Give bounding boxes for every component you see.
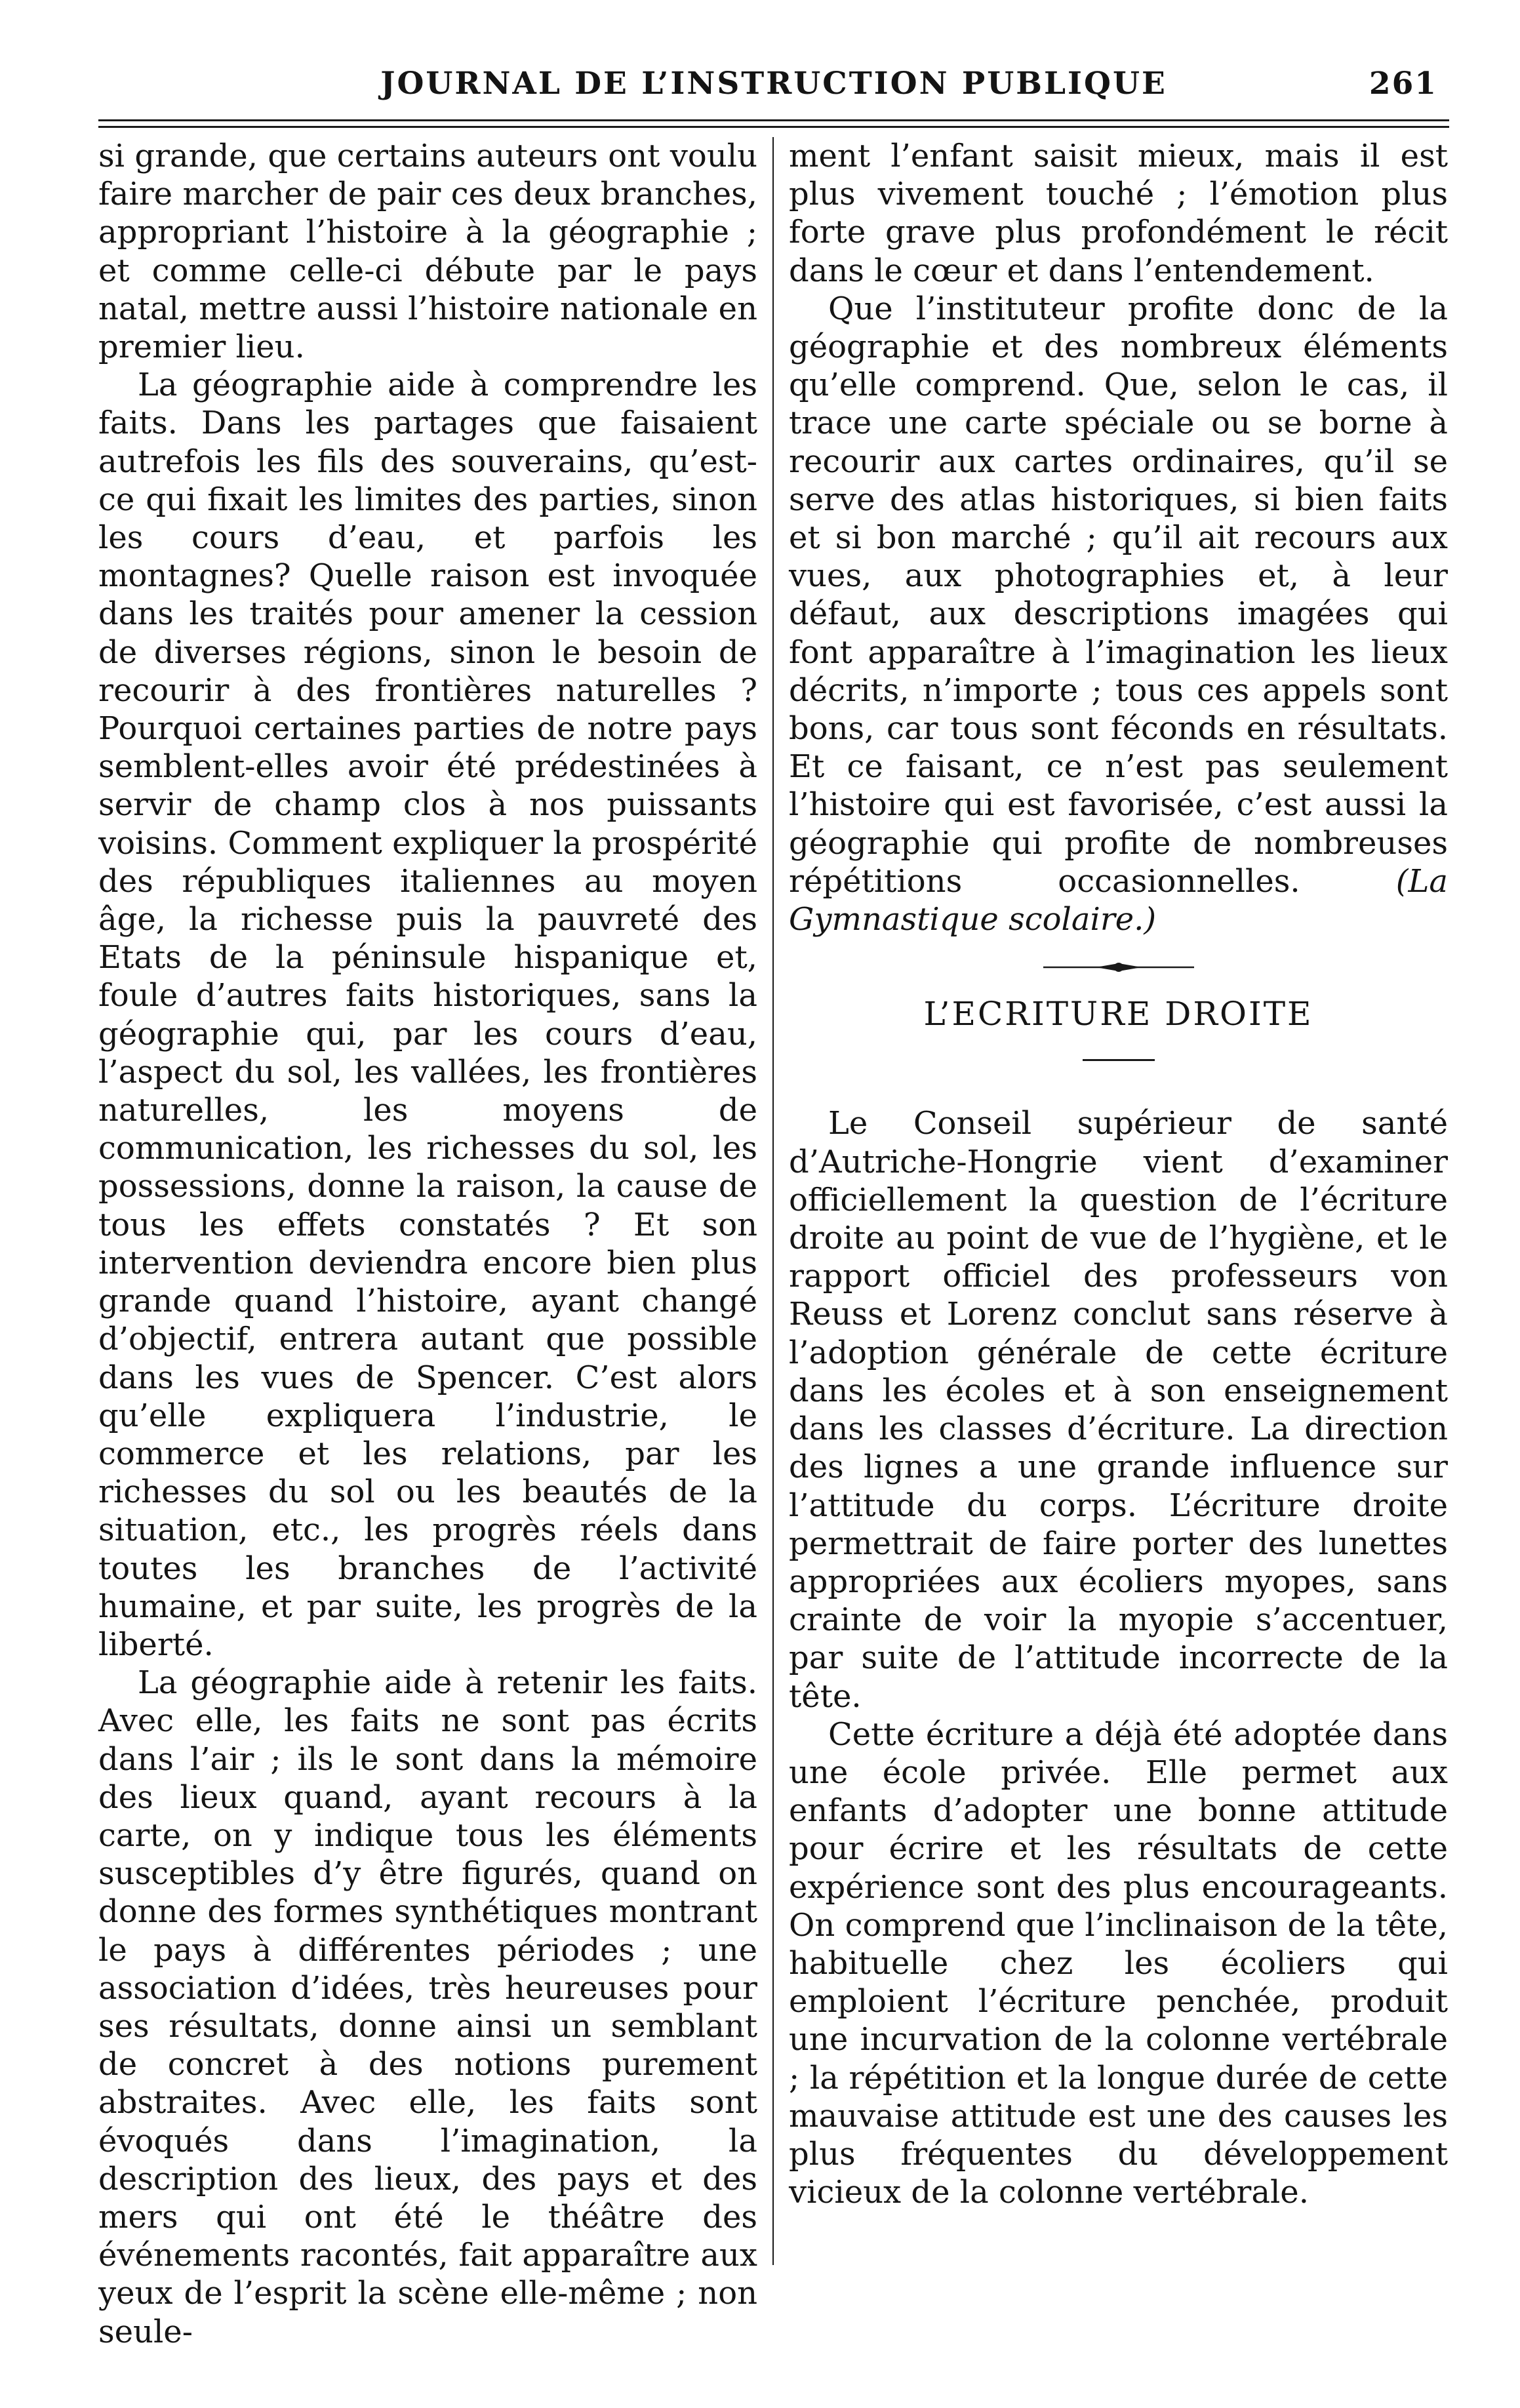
right-column	[789, 137, 1448, 2211]
running-header	[98, 59, 1449, 119]
section-title: L’ECRITURE DROITE	[923, 995, 1313, 1033]
journal-title: JOURNAL DE L’INSTRUCTION PUBLIQUE	[380, 66, 1167, 102]
left-column	[98, 137, 757, 2351]
left-paragraph-2: La géographie aide à comprendre les faits. Dans les partages que faisaient autrefois les fils des souverains, qu’est-ce qui fixait les limites des parties, sinon les cours d’eau, et parfois les montagnes? Quelle raison est invoquée dans les traités pour amener la cession de diverses régions, sinon le besoin de recourir à des frontières naturelles ? Pourquoi certaines parties de notre pays semblent-elles avoir été prédestinées à servir de champ clos à nos puissants voisins. Comment expliquer la prospérité des républiques italiennes au moyen âge, la richesse puis la pauvreté des Etats de la péninsule hispanique et, foule d’autres faits historiques, sans la géographie qui, par les cours d’eau, l’aspect du sol, les vallées, les frontières naturelles, les moyens de communication, les richesses du sol, les possessions, donne la raison, la cause de tous les effets constatés ? Et son intervention deviendra encore bien plus grande quand l’histoire, ayant changé d’objectif, entrera autant que possible dans les vues de Spencer. C’est alors qu’elle expliquera l’industrie, le commerce et les relations, par les richesses du sol ou les beautés de la situation, etc., les progrès réels dans toutes les branches de l’activité humaine, et par suite, les progrès de la liberté.	[98, 367, 757, 1663]
source-citation: (La Gymnastique scolaire.)	[789, 862, 1448, 938]
section-paragraph-1: Le Conseil supérieur de santé d’Autriche-Hongrie vient d’examiner officiellement la question de l’écriture droite au point de vue de l’hygiène, et le rapport officiel des professeurs von Reuss et Lorenz conclut sans réserve à l’adoption générale de cette écriture dans les écoles et à son enseignement dans les classes d’écriture. La direction des lignes a une grande influence sur l’attitude du corps. L’écriture droite permettrait de faire porter des lunettes appropriées aux écoliers myopes, sans crainte de voir la myopie s’accentuer, par suite de l’attitude incorrecte de la tête.	[789, 1105, 1448, 1715]
ornament-divider	[1043, 962, 1194, 973]
section-paragraph-2: Cette écriture a déjà été adoptée dans une école privée. Elle permet aux enfants d’adopter une bonne attitude pour écrire et les résultats de cette expérience sont des plus encourageants. On comprend que l’inclinaison de la tête, habituelle chez les écoliers qui emploient l’écriture penchée, produit une incurvation de la colonne vertébrale ; la répétition et la longue durée de cette mauvaise attitude est une des causes les plus fréquentes du développement vicieux de la colonne vertébrale.	[789, 1716, 1448, 2211]
header-rule-bottom	[98, 126, 1449, 128]
two-column-body	[98, 137, 1449, 2350]
header-rule-top	[98, 119, 1449, 121]
right-paragraph-1: ment l’enfant saisit mieux, mais il est plus vivement touché ; l’émotion plus forte grave plus profondément le récit dans le cœur et dans l’entendement.	[789, 138, 1448, 289]
right-paragraph-2-text: Que l’instituteur profite donc de la géographie et des nombreux éléments qu’elle comprend. Que, selon le cas, il trace une carte spéciale ou se borne à recourir aux cartes ordinaires, qu’il se serve des atlas historiques, si bien faits et si bon marché ; qu’il ait recours aux vues, aux photographies et, à leur défaut, aux descriptions imagées qui font apparaître à l’imagination les lieux décrits, n’importe ; tous ces appels sont bons, car tous sont féconds en résultats. Et ce faisant, ce n’est pas seulement l’histoire qui est favorisée, c’est aussi la géographie qui profite de nombreuses répétitions occasionnelles.	[789, 290, 1448, 900]
left-paragraph-1: si grande, que certains auteurs ont voulu faire marcher de pair ces deux branches, appropriant l’histoire à la géographie ; et comme celle-ci débute par le pays natal, mettre aussi l’histoire nationale en premier lieu.	[98, 138, 757, 366]
left-paragraph-3: La géographie aide à retenir les faits. Avec elle, les faits ne sont pas écrits dans l’air ; ils le sont dans la mémoire des lieux quand, ayant recours à la carte, on y indique tous les éléments susceptibles d’y être figurés, quand on donne des formes synthétiques montrant le pays à différentes périodes ; une association d’idées, très heureuses pour ses résultats, donne ainsi un semblant de concret à des notions purement abstraites. Avec elle, les faits sont évoqués dans l’imagination, la description des lieux, des pays et des mers qui ont été le théâtre des événements racontés, fait apparaître aux yeux de l’esprit la scène elle-même ; non seule-	[98, 1664, 757, 2350]
column-divider	[772, 137, 774, 2265]
title-rule	[1083, 1059, 1155, 1061]
page-number: 261	[1369, 66, 1437, 102]
journal-page	[98, 59, 1449, 2367]
right-paragraph-2	[789, 290, 1448, 938]
